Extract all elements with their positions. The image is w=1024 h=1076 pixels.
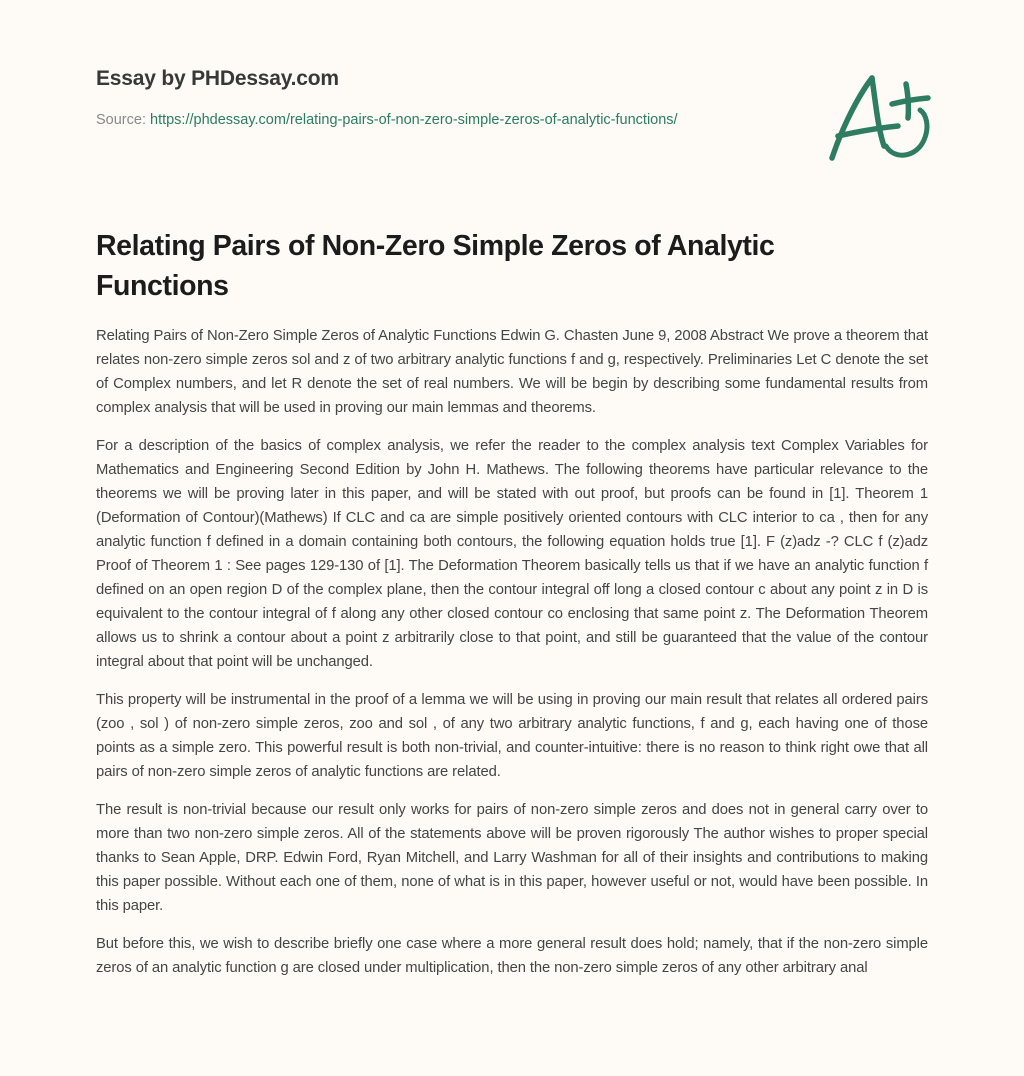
source-link[interactable]: https://phdessay.com/relating-pairs-of-non-zero-simple-zeros-of-analytic-functions/: [150, 112, 678, 128]
paragraph: This property will be instrumental in the proof of a lemma we will be using in proving our main result that relates all ordered pairs (zoo , sol ) of non-zero simple zeros, zoo and sol , of any two arbitrary analytic functions, f and g, each having one of those points as a simple zero. This powerful result is both non-trivial, and counter-intuitive: there is no reason to think right owe that all pairs of non-zero simple zeros of analytic functions are related.: [96, 692, 928, 780]
paragraph: But before this, we wish to describe briefly one case where a more general result does hold; namely, that if the non-zero simple zeros of an analytic function g are closed under multiplication, then the non-zero simple zeros of any other arbitrary anal: [96, 936, 928, 976]
site-title: Essay by PHDessay.com: [96, 67, 339, 90]
site-header: [96, 64, 736, 132]
source-label: Source:: [96, 112, 150, 128]
paragraph: For a description of the basics of complex analysis, we refer the reader to the complex analysis text Complex Variables for Mathematics and Engineering Second Edition by John H. Mathews. The following theorems have particular relevance to the theorems we will be proving later in this paper, and will be stated with out proof, but proofs can be found in [1]. Theorem 1 (Deformation of Contour)(Mathews) If CLC and ca are simple positively oriented contours with CLC interior to ca , then for any analytic function f defined in a domain containing both contours, the following equation holds true [1]. F (z)adz -? CLC f (z)adz Proof of Theorem 1 : See pages 129-130 of [1]. The Deformation Theorem basically tells us that if we have an analytic function f defined on an open region D of the complex plane, then the contour integral off long a closed contour c about any point z in D is equivalent to the contour integral of f along any other closed contour co enclosing that same point z. The Deformation Theorem allows us to shrink a contour about a point z arbitrarily close to that point, and still be guaranteed that the value of the contour integral about that point will be unchanged.: [96, 438, 928, 670]
paragraph: Relating Pairs of Non-Zero Simple Zeros of Analytic Functions Edwin G. Chasten June 9, 2008 Abstract We prove a theorem that relates non-zero simple zeros sol and z of two arbitrary analytic functions f and g, respectively. Preliminaries Let C denote the set of Complex numbers, and let R denote the set of real numbers. We will be begin by describing some fundamental results from complex analysis that will be used in proving our main lemmas and theorems.: [96, 328, 928, 416]
article-title: Relating Pairs of Non-Zero Simple Zeros of Analytic Functions: [96, 230, 775, 302]
source-line: [96, 108, 736, 132]
paragraph: The result is non-trivial because our result only works for pairs of non-zero simple zeros and does not in general carry over to more than two non-zero simple zeros. All of the statements above will be proven rigorously The author wishes to proper special thanks to Sean Apple, DRP. Edwin Ford, Ryan Mitchell, and Larry Washman for all of their insights and contributions to making this paper possible. Without each one of them, none of what is in this paper, however useful or not, would have been possible. In this paper.: [96, 802, 928, 914]
article-body: [96, 324, 928, 994]
a-plus-grade-icon: [820, 66, 932, 166]
